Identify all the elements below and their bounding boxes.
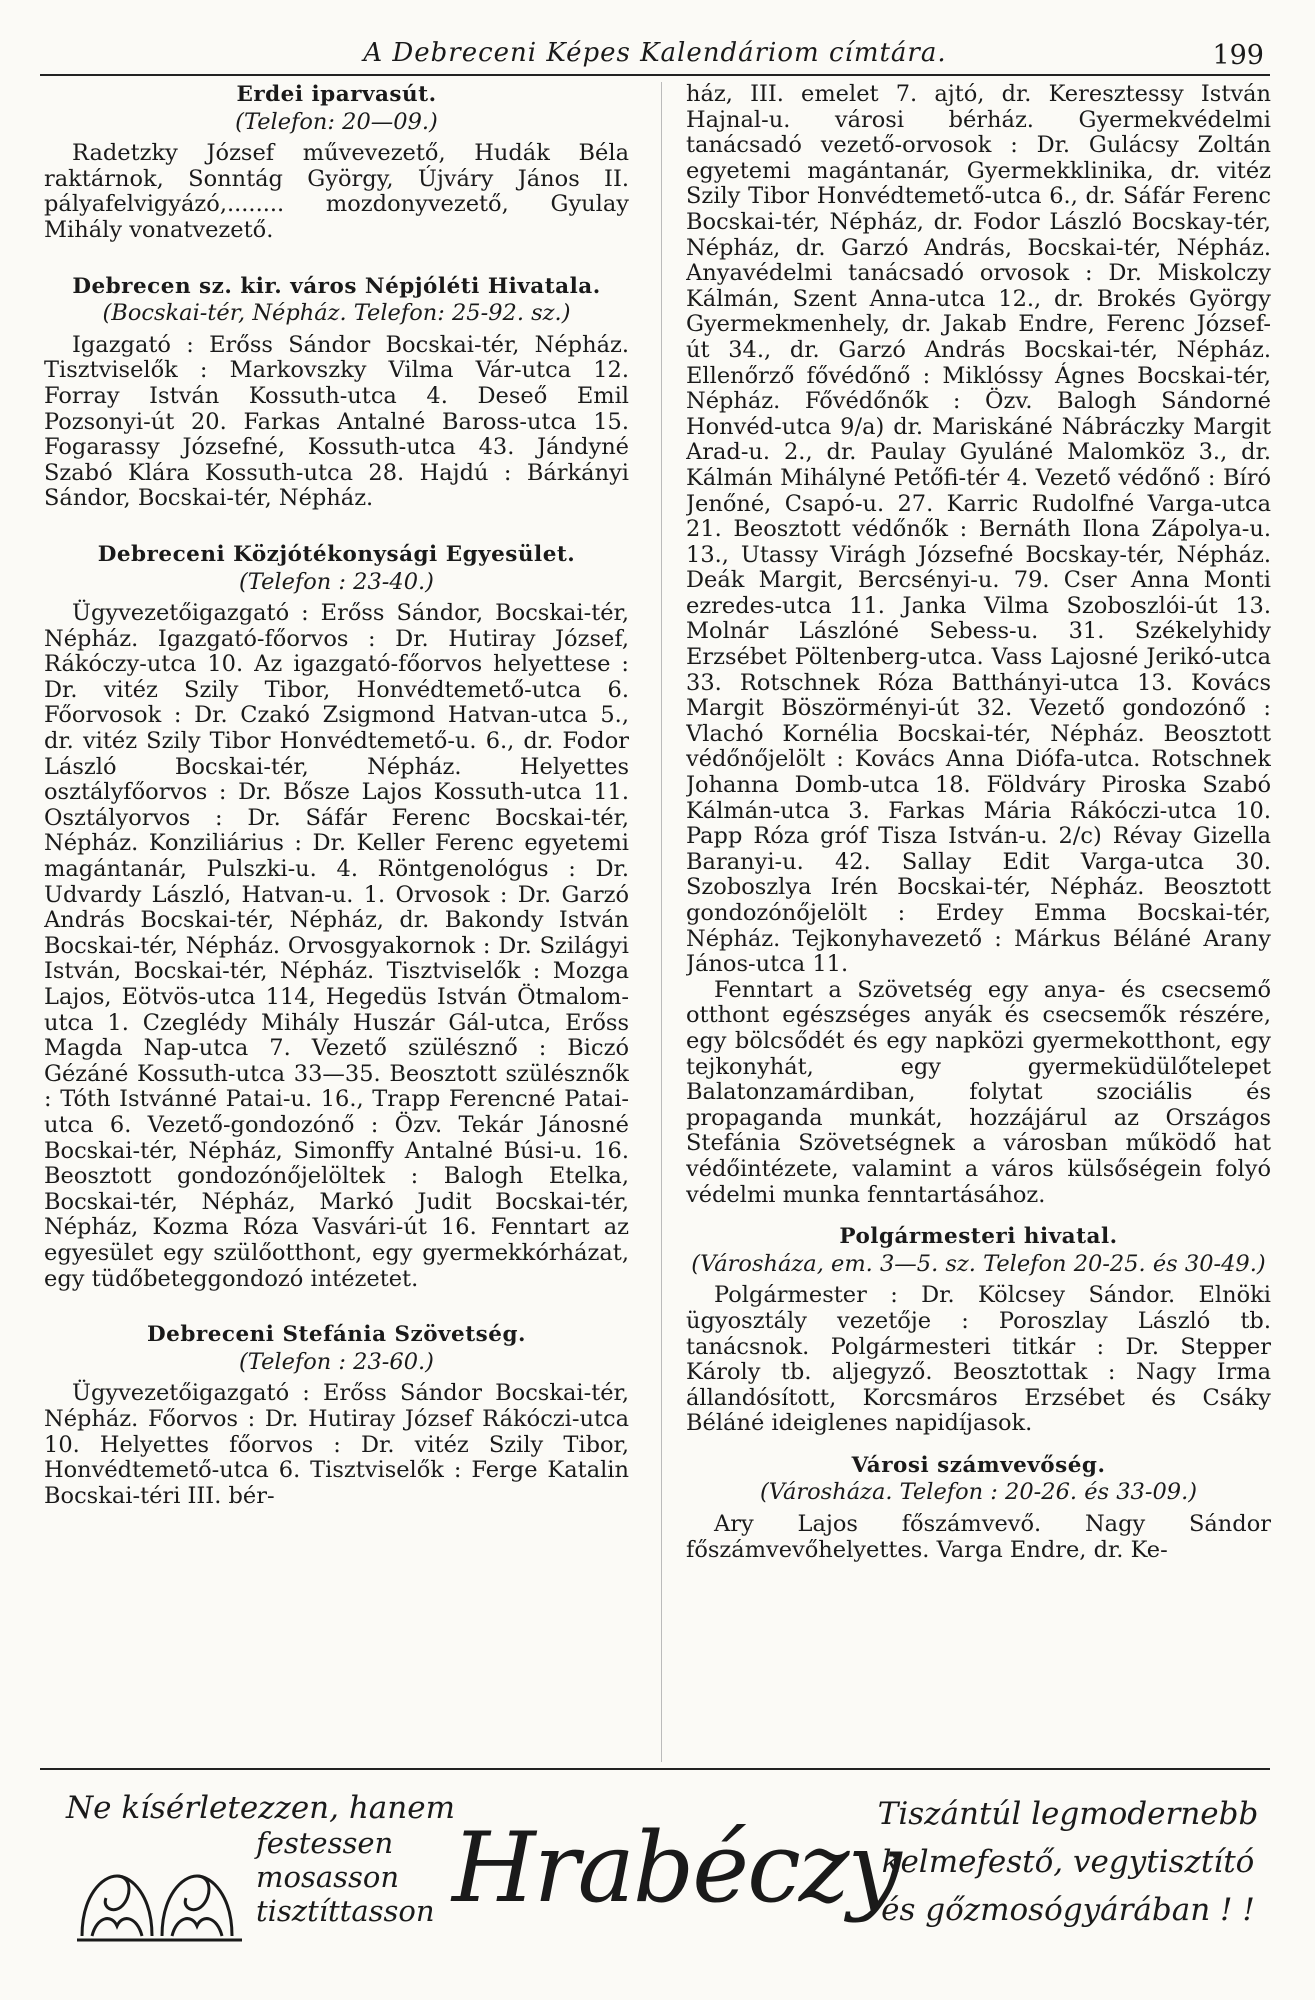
section-subtitle: (Városháza, em. 3—5. sz. Telefon 20-25. és 30-49.): [691, 1250, 1266, 1277]
ad-left-line: tisztíttasson: [256, 1894, 435, 1928]
floral-ornament-icon: [72, 1836, 252, 1946]
section-stefania-szovetseg: [44, 1322, 629, 1509]
advertisement: [40, 1768, 1270, 1980]
ad-right-line: Tiszántúl legmodernebb: [877, 1796, 1259, 1832]
left-column: [44, 82, 629, 1762]
section-kozjotekonysagi-egyesulet: [44, 542, 629, 1292]
section-subtitle: (Telefon : 23-40.): [239, 568, 434, 595]
section-subtitle: (Telefon : 23-60.): [239, 1348, 434, 1375]
running-title: A Debreceni Képes Kalendáriom címtára.: [363, 38, 947, 68]
section-body: Ügyvezetőigazgató : Erőss Sándor Bocskai-tér, Népház. Főorvos : Dr. Hutiray József Rákóczi-utca 10. Helyettes főorvos : Dr. vitéz Szily Tibor, Honvédtemető-utca 6. Tisztviselők : Ferge Katalin Bocskai-téri III. bér-: [44, 1380, 629, 1509]
section-title: Debreceni Közjótékonysági Egyesület.: [97, 541, 576, 567]
ad-brand-name: Hrabéczy: [452, 1812, 900, 1924]
section-title: Polgármesteri hivatal.: [839, 1224, 1118, 1250]
section-title: Erdei iparvasút.: [236, 82, 437, 107]
ad-right-line: és gőzmosógyárában ! !: [881, 1892, 1255, 1928]
section-body: Igazgató : Erőss Sándor Bocskai-tér, Népház. Tisztviselők : Markovszky Vilma Vár-utca 12. Forray István Kossuth-utca 4. Deseő Emil Pozsonyi-út 20. Farkas Antalné Baross-utca 15. Fogarassy Józsefné, Kossuth-utca 43. Jándyné Szabó Klára Kossuth-utca 28. Hajdú : Bárkányi Sándor, Bocskai-tér, Népház.: [44, 331, 629, 512]
ad-left-line: Ne kísérletezzen, hanem: [66, 1790, 455, 1826]
section-title: Debreceni Stefánia Szövetség.: [147, 1322, 526, 1348]
section-polgarmesteri-hivatal: [686, 1224, 1271, 1437]
section-title: Debrecen sz. kir. város Népjóléti Hivatala.: [72, 273, 601, 299]
section-body: Radetzky József művevezető, Hudák Béla raktárnok, Sonntág György, Újváry János II. pályafelvigyázó,........ mozdonyvezető, Gyulay Mihály vonatvezető.: [44, 140, 629, 243]
stefania-summary: Fenntart a Szövetség egy anya- és csecsemő otthont egészséges anyák és csecsemők részére, egy bölcsődét és egy napközi gyermekotthont, egy tejkonyhát, egy gyermeküdülőtelepet Balatonzamárdiban, folytat szociális és propaganda munkát, hozzájárul az Országos Stefánia Szövetségnek a városban működő hat védőintézete, valamint a város külsőségein folyó védelmi munka fenntartásához.: [686, 976, 1271, 1208]
section-subtitle: (Bocskai-tér, Népház. Telefon: 25-92. sz.): [102, 300, 571, 327]
ad-left-line: festessen: [256, 1826, 394, 1860]
ad-right-line: kelmefestő, vegytisztító: [881, 1844, 1255, 1880]
section-subtitle: (Telefon: 20—09.): [235, 108, 438, 135]
ad-left-line: mosasson: [256, 1860, 400, 1894]
page-number: 199: [1212, 40, 1264, 71]
section-subtitle: (Városháza. Telefon : 20-26. és 33-09.): [759, 1479, 1197, 1506]
section-body: Ügyvezetőigazgató : Erőss Sándor, Bocskai-tér, Népház. Igazgató-főorvos : Dr. Hutiray József, Rákóczy-utca 10. Az igazgató-főorvos helyettese : Dr. vitéz Szily Tibor, Honvédtemető-utca 6. Főorvosok : Dr. Czakó Zsigmond Hatvan-utca 5., dr. vitéz Szily Tibor Honvédtemető-u. 6., dr. Fodor László Bocskai-tér, Népház. Helyettes osztályfőorvos : Dr. Bősze Lajos Kossuth-utca 11. Osztályorvos : Dr. Sáfár Ferenc Bocskai-tér, Népház. Konziliárius : Dr. Keller Ferenc egyetemi magántanár, Pulszki-u. 4. Röntgenológus : Dr. Udvardy László, Hatvan-u. 1. Orvosok : Dr. Garzó András Bocskai-tér, Népház, dr. Bakondy István Bocskai-tér, Népház. Orvosgyakornok : Dr. Szilágyi István, Bocskai-tér, Népház. Tisztviselők : Mozga Lajos, Eötvös-utca 114, Hegedüs István Ötmalom-utca 1. Czeglédy Mihály Huszár Gál-utca, Erőss Magda Nap-utca 7. Vezető szülésznő : Biczó Gézáné Kossuth-utca 33—35. Beosztott szülésznők : Tóth Istvánné Patai-u. 16., Trapp Ferencné Patai-utca 6. Vezető-gondozónő : Özv. Tekár Jánosné Bocskai-tér, Népház, Simonffy Antalné Búsi-u. 16. Beosztott gondozónőjelöltek : Balogh Etelka, Bocskai-tér, Népház, Markó Judit Bocskai-tér, Népház, Kozma Róza Vasvári-út 16. Fenntart az egyesület egy szülőotthont, egy gyermekkórházat, egy tüdőbeteggondozó intézetet.: [44, 600, 629, 1292]
section-varosi-szamvevoseg: [686, 1453, 1271, 1563]
running-header: [40, 34, 1270, 76]
section-body: Ary Lajos főszámvevő. Nagy Sándor főszámvevőhelyettes. Varga Endre, dr. Ke-: [686, 1511, 1271, 1563]
right-column: [686, 82, 1271, 1762]
section-erdei-iparvasut: [44, 82, 629, 244]
ad-right-text: [872, 1790, 1264, 1934]
section-body: Polgármester : Dr. Kölcsey Sándor. Elnöki ügyosztály vezetője : Poroszlay László tb. tanácsnok. Polgármesteri titkár : Dr. Stepper Károly tb. aljegyző. Beosztottak : Nagy Irma állandósított, Korcsmáros Erzsébet és Csáky Béláné ideiglenes napidíjasok.: [686, 1282, 1271, 1437]
section-title: Városi számvevőség.: [851, 1452, 1106, 1478]
column-divider: [661, 82, 662, 1762]
stefania-continuation: ház, III. emelet 7. ajtó, dr. Keresztessy István Hajnal-u. városi bérház. Gyermekvédelmi tanácsadó vezető-orvosok : Dr. Gulácsy Zoltán egyetemi magántanár, Gyermekklinika, dr. vitéz Szily Tibor Honvédtemető-utca 6., dr. Sáfár Ferenc Bocskai-tér, Népház, dr. Fodor László Bocskay-tér, Népház, dr. Garzó András, Bocskai-tér, Népház. Anyavédelmi tanácsadó orvosok : Dr. Miskolczy Kálmán, Szent Anna-utca 12., dr. Brokés György Gyermekmenhely, dr. Jakab Endre, Ferenc József-út 34., dr. Garzó András Bocskai-tér, Népház. Ellenőrző fővédőnő : Miklóssy Ágnes Bocskai-tér, Népház. Fővédőnők : Özv. Balogh Sándorné Honvéd-utca 9/a) dr. Mariskáné Nábráczky Margit Arad-u. 2., dr. Paulay Gyuláné Malomköz 3., dr. Kálmán Mihályné Petőfi-tér 4. Vezető védőnő : Bíró Jenőné, Csapó-u. 27. Karric Rudolfné Varga-utca 21. Beosztott védőnők : Bernáth Ilona Zápolya-u. 13., Utassy Virágh Józsefné Bocskay-tér, Népház. Deák Margit, Bercsényi-u. 79. Cser Anna Monti ezredes-utca 11. Janka Vilma Szoboszlói-út 13. Molnár Lászlóné Sebess-u. 31. Székelyhidy Erzsébet Pöltenberg-utca. Vass Lajosné Jerikó-utca 33. Rotschnek Róza Batthányi-utca 13. Kovács Margit Böszörményi-út 32. Vezető gondozónő : Vlachó Kornélia Bocskai-tér, Népház. Beosztott védőnőjelölt : Kovács Anna Diófa-utca. Rotschnek Johanna Domb-utca 18. Földváry Piroska Szabó Kálmán-utca 3. Farkas Mária Rákóczi-utca 10. Papp Róza gróf Tisza István-u. 2/c) Révay Gizella Baranyi-u. 42. Sallay Edit Varga-utca 30. Szoboszlya Irén Bocskai-tér, Népház. Beosztott gondozónőjelölt : Erdey Emma Bocskai-tér, Népház. Tejkonyhavezető : Márkus Béláné Arany János-utca 11.: [686, 82, 1271, 978]
section-nepjoleti-hivatal: [44, 274, 629, 512]
